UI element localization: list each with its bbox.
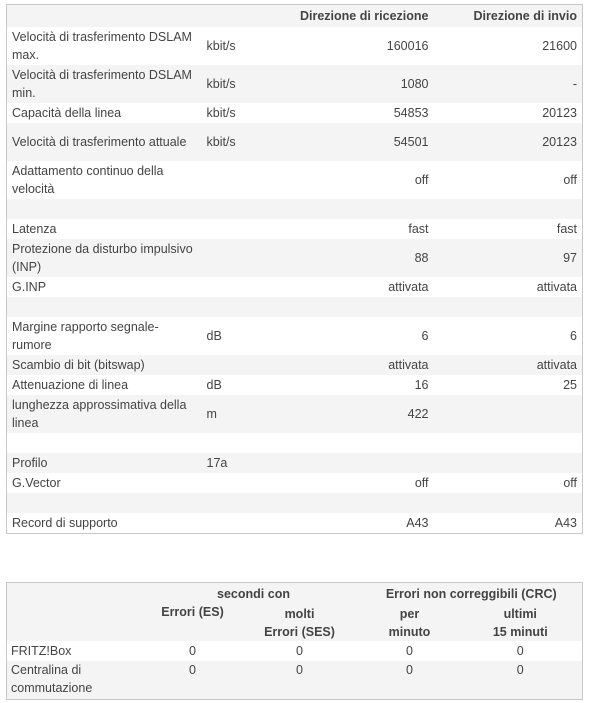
send-value: - xyxy=(572,77,577,91)
send-value xyxy=(434,433,583,453)
table-row xyxy=(7,103,583,123)
ses-value: 0 xyxy=(296,663,303,677)
table-row xyxy=(7,277,583,297)
row-label: Velocità di trasferimento DSLAM max. xyxy=(12,30,192,62)
crc-last-15-value: 0 xyxy=(516,644,524,658)
error-row-fritzbox xyxy=(7,641,583,661)
row-unit xyxy=(202,239,294,277)
table-row xyxy=(7,453,583,473)
row-unit xyxy=(202,513,294,534)
row-label: Profilo xyxy=(12,456,48,470)
row-label: Adattamento continuo della velocità xyxy=(12,164,164,196)
receive-value: A43 xyxy=(406,516,429,530)
row-unit: kbit/s xyxy=(206,106,236,120)
row-unit xyxy=(202,277,294,297)
row-label: Capacità della linea xyxy=(12,106,122,120)
row-label: Velocità di trasferimento DSLAM min. xyxy=(12,68,192,100)
header-send-direction: Direzione di invio xyxy=(473,9,577,23)
receive-value xyxy=(294,493,434,513)
row-label: Margine rapporto segnale-rumore xyxy=(12,320,159,352)
receive-value: 54501 xyxy=(393,135,429,149)
header-per-minute-line2: minuto xyxy=(388,625,431,639)
receive-value: fast xyxy=(408,222,429,236)
row-unit xyxy=(202,473,294,493)
send-value: attivata xyxy=(536,358,577,372)
row-unit xyxy=(202,433,294,453)
receive-value xyxy=(294,199,434,219)
header-per-minute xyxy=(361,603,459,641)
row-unit: kbit/s xyxy=(206,77,236,91)
row-label: Velocità di trasferimento attuale xyxy=(12,135,187,149)
header-es xyxy=(147,603,239,641)
error-stats-table xyxy=(6,582,583,700)
send-value: 20123 xyxy=(542,135,577,149)
header-es-text: Errori (ES) xyxy=(161,605,224,619)
receive-value: 54853 xyxy=(393,106,429,120)
send-value xyxy=(434,297,583,317)
table-row xyxy=(7,513,583,534)
table-row xyxy=(7,239,583,277)
crc-per-minute-value: 0 xyxy=(406,644,413,658)
row-unit xyxy=(202,355,294,375)
send-value xyxy=(434,453,583,473)
row-label: Record di supporto xyxy=(12,516,118,530)
row-label xyxy=(7,297,202,317)
es-value: 0 xyxy=(189,663,196,677)
error-row-exchange xyxy=(7,661,583,700)
row-unit xyxy=(202,161,294,199)
crc-last-15-value: 0 xyxy=(516,663,524,677)
send-value: 97 xyxy=(563,251,577,265)
error-sub-header-row xyxy=(7,603,583,641)
send-value: 20123 xyxy=(542,106,577,120)
receive-value xyxy=(294,453,434,473)
receive-value xyxy=(294,433,434,453)
table-row xyxy=(7,375,583,395)
row-unit: 17a xyxy=(206,456,228,470)
table-row xyxy=(7,65,583,103)
send-value xyxy=(434,199,583,219)
spacer-row xyxy=(7,433,583,453)
header-unit xyxy=(202,5,294,28)
row-label: G.INP xyxy=(12,280,47,294)
table-row xyxy=(7,27,583,65)
header-seconds-with: secondi con xyxy=(217,587,290,601)
send-value: attivata xyxy=(536,280,577,294)
empty-header xyxy=(7,583,147,604)
row-label: G.Vector xyxy=(12,476,61,490)
receive-value: attivata xyxy=(388,280,429,294)
row-unit: m xyxy=(206,407,217,421)
dsl-table-body xyxy=(7,27,583,534)
spacer-row xyxy=(7,493,583,513)
row-unit: dB xyxy=(206,329,222,343)
ses-value: 0 xyxy=(296,644,303,658)
header-per-minute-line1: per xyxy=(399,607,420,621)
empty-header xyxy=(7,603,147,641)
es-value: 0 xyxy=(189,644,196,658)
row-label: Protezione da disturbo impulsivo (INP) xyxy=(12,242,193,274)
send-value xyxy=(434,493,583,513)
send-value: 21600 xyxy=(542,39,577,53)
table-row xyxy=(7,473,583,493)
spacer-row xyxy=(7,199,583,219)
receive-value: 16 xyxy=(414,378,429,392)
row-label xyxy=(7,493,202,513)
row-label: Attenuazione di linea xyxy=(12,378,129,392)
receive-value: 160016 xyxy=(386,39,429,53)
row-label: lunghezza approssimativa della linea xyxy=(12,398,187,430)
send-value: fast xyxy=(556,222,577,236)
row-label: Latenza xyxy=(12,222,57,236)
header-ses-line1: molti xyxy=(284,607,315,621)
row-unit xyxy=(202,199,294,219)
send-value: 6 xyxy=(570,329,577,343)
receive-value: 422 xyxy=(407,407,429,421)
table-row xyxy=(7,395,583,433)
table-row xyxy=(7,355,583,375)
row-unit: kbit/s xyxy=(206,135,236,149)
table-row xyxy=(7,161,583,199)
header-last-15 xyxy=(459,603,583,641)
header-last-15-line1: ultimi xyxy=(503,607,537,621)
header-ses xyxy=(239,603,361,641)
table-row xyxy=(7,219,583,239)
send-value: off xyxy=(563,173,577,187)
table-row xyxy=(7,317,583,355)
receive-value: 6 xyxy=(421,329,429,343)
header-crc-errors: Errori non correggibili (CRC) xyxy=(385,587,557,601)
dsl-table-header-row xyxy=(7,5,583,28)
send-value xyxy=(434,395,583,433)
send-value: A43 xyxy=(554,516,577,530)
table-row xyxy=(7,123,583,161)
receive-value: 1080 xyxy=(400,77,429,91)
row-unit: dB xyxy=(206,378,222,392)
row-label: FRITZ!Box xyxy=(11,644,72,658)
spacer-row xyxy=(7,297,583,317)
row-unit: kbit/s xyxy=(206,39,236,53)
receive-value: attivata xyxy=(388,358,429,372)
row-label xyxy=(7,433,202,453)
row-unit xyxy=(202,219,294,239)
row-unit xyxy=(202,493,294,513)
dsl-info-table xyxy=(6,4,583,534)
header-label xyxy=(7,5,202,28)
receive-value xyxy=(294,297,434,317)
row-unit xyxy=(202,297,294,317)
send-value: 25 xyxy=(563,378,577,392)
row-label: Scambio di bit (bitswap) xyxy=(12,358,145,372)
receive-value: off xyxy=(414,476,429,490)
header-ses-line2: Errori (SES) xyxy=(264,625,335,639)
receive-value: 88 xyxy=(414,251,429,265)
crc-per-minute-value: 0 xyxy=(406,663,413,677)
row-label: Centralina di commutazione xyxy=(11,663,93,695)
receive-value: off xyxy=(414,173,429,187)
send-value: off xyxy=(563,476,577,490)
error-group-header-row xyxy=(7,583,583,604)
header-last-15-line2: 15 minuti xyxy=(492,625,548,639)
header-receive-direction: Direzione di ricezione xyxy=(299,9,429,23)
row-label xyxy=(7,199,202,219)
